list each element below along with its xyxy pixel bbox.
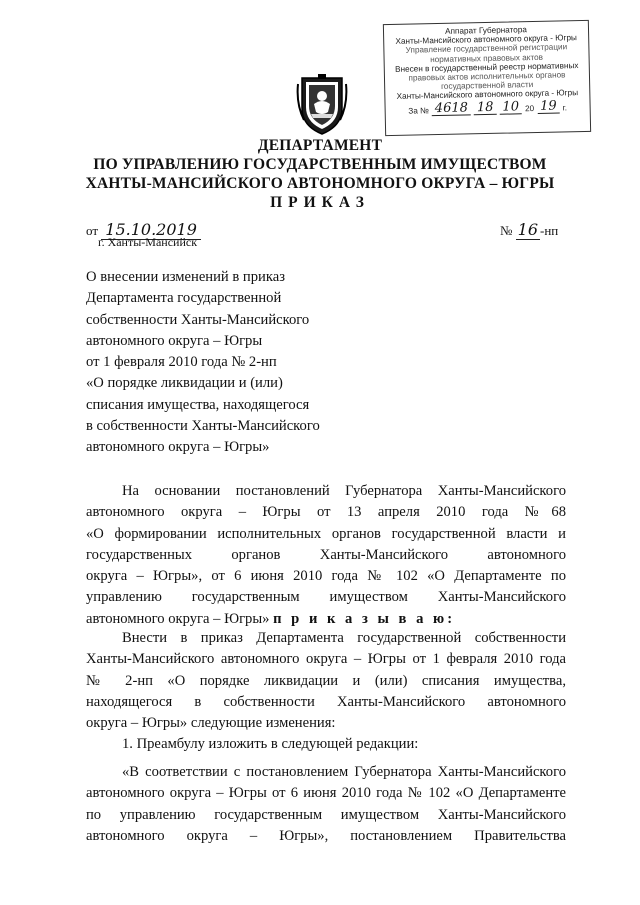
stamp-reg-year-prefix: 20 [524,104,535,114]
paragraph-line: по управлению государственным имуществом Ханты-Мансийского [86,806,566,823]
stamp-reg-year: 19 [537,100,560,113]
stamp-line: Управление государственной регистрации [405,42,568,56]
header-line: ПО УПРАВЛЕНИЮ ГОСУДАРСТВЕННЫМ ИМУЩЕСТВОМ [93,156,547,173]
document-title [86,267,346,459]
paragraph-line: управлению государственным имуществом Ханты-Мансийского [86,589,566,606]
stamp-line: Ханты-Мансийского автономного округа - Югры [395,33,577,47]
date-prefix: от [86,223,99,238]
document-city: г. Ханты-Мансийск [98,235,198,249]
number-value: 16 [517,220,539,239]
order-word: п р и к а з ы в а ю: [273,610,456,627]
title-line: в собственности Ханты-Мансийского [86,418,320,435]
title-line: от 1 февраля 2010 года № 2-нп [86,354,277,371]
paragraph-last-text: автономного округа – Югры» [86,610,270,627]
list-item: 1. Преамбулу изложить в следующей редакции: [122,736,419,753]
stamp-registration-line [389,100,587,117]
paragraph-line: № 2-нп «О порядке ликвидации и (или) списания имущества, [86,672,566,689]
stamp-reg-month: 10 [499,101,522,114]
number-prefix: № [500,223,513,238]
paragraph-line: государственных органов Ханты-Мансийского автономного [86,546,566,563]
date-value: 15.10.2019 [101,220,201,240]
stamp-line: Ханты-Мансийского автономного округа - Югры [396,88,579,102]
stamp-reg-number: 4618 [432,102,471,116]
title-line: автономного округа – Югры» [86,439,270,456]
document-type: ПРИКАЗ [270,194,370,211]
title-line: списания имущества, находящегося [86,396,310,413]
paragraph-line: округа – Югры», от 6 июня 2010 года № 102 «О Департаменте по [86,568,566,585]
paragraph-amendment [86,628,566,756]
stamp-line: Аппарат Губернатора [444,25,527,36]
paragraph-line: Ханты-Мансийского автономного округа – Югры от 1 февраля 2010 года [86,651,566,668]
title-line: собственности Ханты-Мансийского [86,311,310,328]
department-header [40,136,600,193]
paragraph-line: находящегося в собственности Ханты-Мансийского автономного [86,693,566,710]
title-line: О внесении изменений в приказ [86,269,285,285]
paragraph-line: автономного округа – Югры», постановлением Правительства [86,827,566,844]
stamp-line: Внесен в государственный реестр нормативных [395,60,579,74]
stamp-line: нормативных правовых актов [430,52,544,64]
stamp-reg-prefix: За № [408,106,429,117]
paragraph-new-preamble [86,762,566,847]
header-line: ДЕПАРТАМЕНТ [257,137,383,154]
paragraph-line: «О формировании исполнительных органов государственной власти и [86,525,566,542]
coat-of-arms-icon [296,74,348,136]
paragraph-line: автономного округа – Югры от 13 апреля 2010 года №68 [86,504,566,521]
registration-stamp [383,20,591,136]
document-number [500,220,558,239]
header-line: ХАНТЫ-МАНСИЙСКОГО АВТОНОМНОГО ОКРУГА – ЮГРЫ [85,175,555,192]
stamp-reg-suffix: г. [562,103,568,113]
title-line: Департамента государственной [86,290,282,307]
stamp-line: государственной власти [440,80,534,92]
paragraph-line: округа – Югры» следующие изменения: [86,715,336,732]
title-line: автономного округа – Югры [86,332,263,349]
paragraph-line [86,609,566,630]
paragraph-line: Внести в приказ Департамента государственной собственности [122,630,566,646]
paragraph-line: «В соответствии с постановлением Губернатора Ханты-Мансийского [122,764,566,780]
stamp-line: правовых актов исполнительных органов [408,70,566,83]
paragraph-preamble [86,481,566,630]
number-suffix: -нп [540,223,559,238]
stamp-reg-day: 18 [474,101,497,114]
paragraph-line: автономного округа – Югры от 6 июня 2010 года № 102 «О Департаменте [86,785,566,802]
title-line: «О порядке ликвидации и (или) [86,375,283,392]
paragraph-line: На основании постановлений Губернатора Ханты-Мансийского [122,483,566,499]
